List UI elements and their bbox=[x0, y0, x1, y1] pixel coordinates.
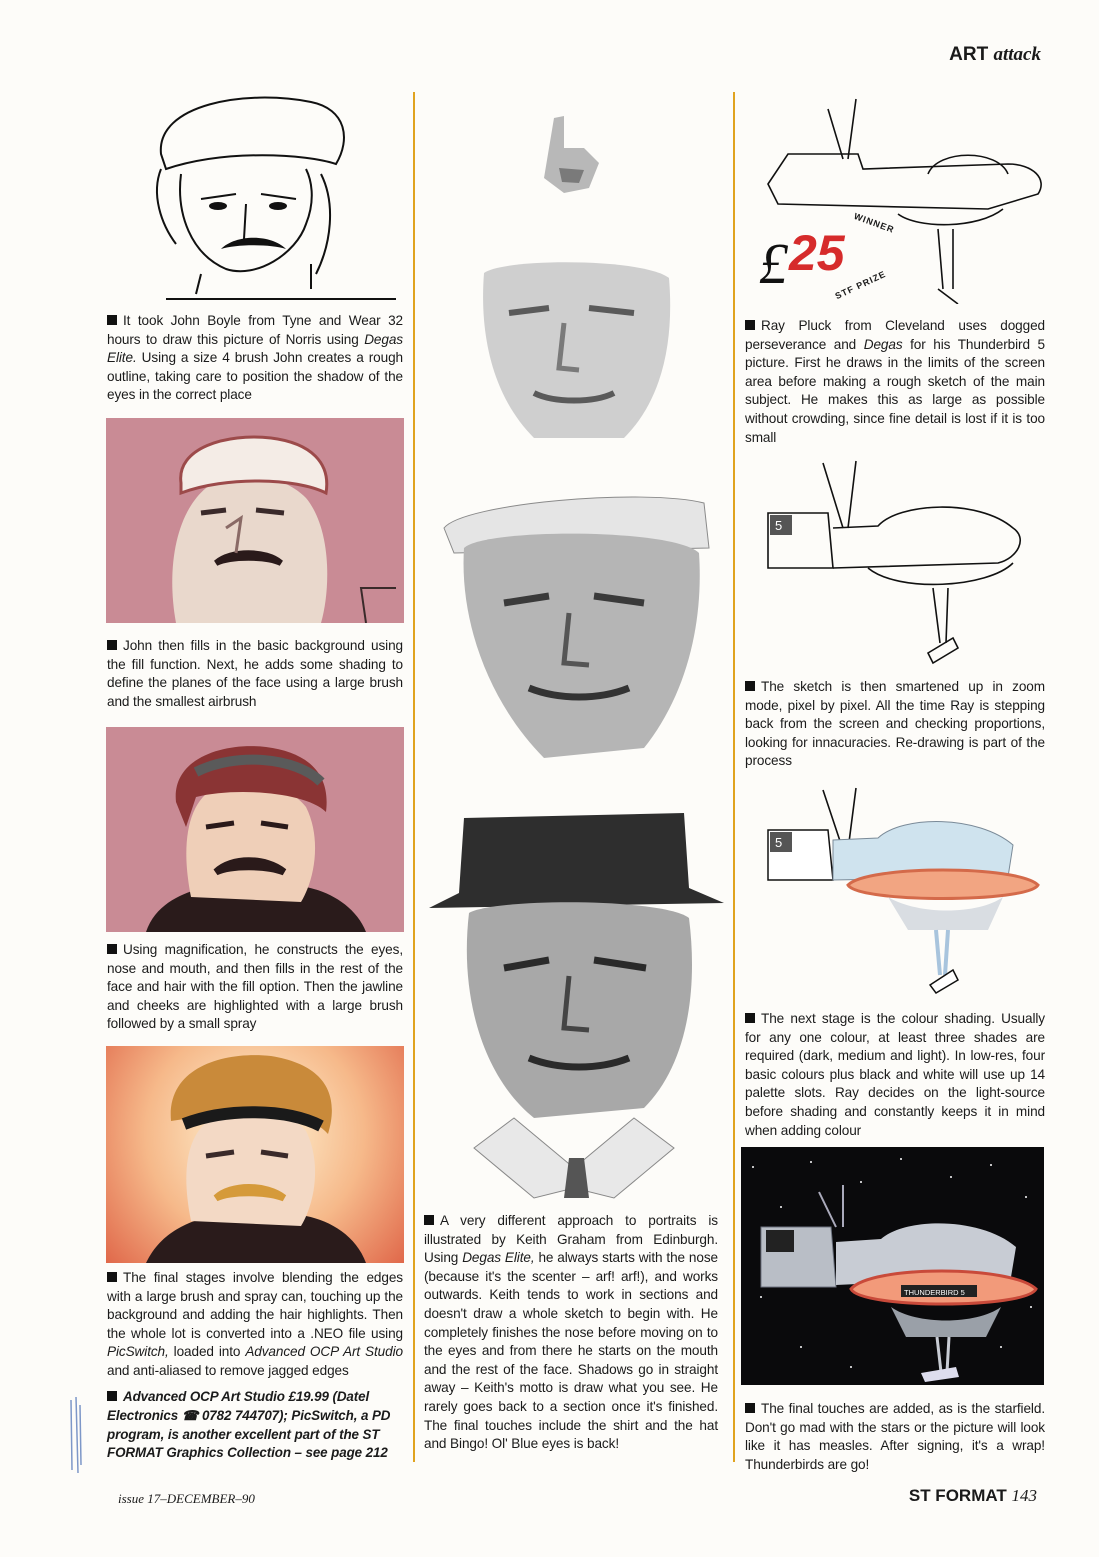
column-divider-right bbox=[733, 92, 735, 1462]
thunderbird-final-image bbox=[741, 1147, 1044, 1385]
bullet-square-icon bbox=[107, 944, 117, 954]
prize-label: STF PRIZE bbox=[833, 268, 888, 302]
magazine-footer bbox=[909, 1486, 1037, 1506]
caption-step-1: It took John Boyle from Tyne and Wear 32 hours to draw this picture of Norris using Degas Elite. Using a size 4 brush John creates a rough outline, taking care to position the shadow of the eyes in the correct place bbox=[107, 313, 403, 403]
bullet-square-icon bbox=[107, 640, 117, 650]
bullet-square-icon bbox=[107, 315, 117, 325]
bullet-square-icon bbox=[424, 1215, 434, 1225]
prize-currency: £ bbox=[759, 231, 788, 296]
norris-magnification-image bbox=[106, 727, 404, 932]
section-subtitle: attack bbox=[993, 44, 1041, 65]
pen-mark-decoration bbox=[66, 1395, 86, 1475]
bullet-square-icon bbox=[107, 1391, 117, 1401]
prize-winner-badge bbox=[757, 212, 907, 304]
bullet-square-icon bbox=[745, 1403, 755, 1413]
thunderbird-sketch-image bbox=[748, 458, 1048, 673]
norris-fill-image bbox=[106, 418, 404, 623]
bullet-square-icon bbox=[107, 1272, 117, 1282]
norris-final-image bbox=[106, 1046, 404, 1263]
ship-number-shading: 5 bbox=[775, 835, 783, 850]
caption-step-4: The final stages involve blending the edges with a large brush and spray can, touching up the background and adding the hair highlights. Then the whole lot is converted into a .NEO file using PicSwitch, loaded into Advanced OCP Art Studio and anti-aliased to remove jagged edges bbox=[107, 1270, 403, 1378]
bullet-square-icon bbox=[745, 681, 755, 691]
issue-footer: issue 17–DECEMBER–90 bbox=[118, 1491, 255, 1506]
caption-zoom-mode: The sketch is then smartened up in zoom mode, pixel by pixel. All the time Ray is stepping back from the screen and checking proportions, looking for innacuracies. Re-drawing is part of the process bbox=[745, 679, 1045, 769]
caption-keith-graham: A very different approach to portraits is illustrated by Keith Graham from Edinburgh. Using Degas Elite, he always starts with the nose (because it's the scenter – arf! arf!), and works outwards. Keith tends to work in sections and doesn't draw a whole sketch to begin with. He completely finishes the nose before moving on to the eyes and from there he starts on the mouth and the rest of the face. Shadows go in straight away – Keith's motto is draw what you see. He rarely goes back to a section once it's finished. The final touches include the shirt and the hat and Bingo! Ol' Blue eyes is back! bbox=[424, 1213, 718, 1452]
sinatra-progression-image bbox=[424, 108, 730, 1208]
phone-icon: ☎ bbox=[181, 1407, 199, 1423]
prize-winner-label: WINNER bbox=[852, 211, 896, 235]
column-divider-left bbox=[413, 92, 415, 1462]
section-title: ART bbox=[949, 44, 989, 65]
page-number: 143 bbox=[1011, 1486, 1037, 1505]
prize-amount: 25 bbox=[789, 225, 845, 281]
bullet-square-icon bbox=[745, 320, 755, 330]
bullet-square-icon bbox=[745, 1013, 755, 1023]
magazine-name: ST FORMAT bbox=[908, 1486, 1007, 1505]
norris-line-art-image bbox=[106, 84, 404, 306]
caption-step-2: John then fills in the basic background using the fill function. Next, he adds some shading to define the planes of the face using a large brush and the smallest airbrush bbox=[107, 638, 403, 709]
caption-final-touches: The final touches are added, as is the starfield. Don't go mad with the stars or the picture will look like it has measles. After signing, it's a wrap! Thunderbirds are go! bbox=[745, 1401, 1045, 1472]
section-header bbox=[949, 44, 1041, 66]
ship-number-sketch: 5 bbox=[775, 518, 783, 533]
caption-ray-pluck: Ray Pluck from Cleveland uses dogged perseverance and Degas for his Thunderbird 5 picture. First he draws in the limits of the screen area before making a rough sketch of the main subject. He makes this as large as possible without crowding, since fine detail is lost if it is too small bbox=[745, 318, 1045, 445]
ship-label: THUNDERBIRD 5 bbox=[904, 1288, 965, 1297]
thunderbird-shading-image bbox=[748, 785, 1048, 1000]
product-note: Advanced OCP Art Studio £19.99 (Datel Electronics ☎ 0782 744707); PicSwitch, a PD program, is another excellent part of the ST FORMAT Graphics Collection – see page 212 bbox=[107, 1389, 391, 1461]
caption-colour-shading: The next stage is the colour shading. Usually for any one colour, at least three shades are required (dark, medium and light). In low-res, four basic colours plus black and white will use up 14 palette slots. Ray decides on the light-source before shading and constantly keeps it in mind when adding colour bbox=[745, 1011, 1045, 1138]
caption-step-3: Using magnification, he constructs the eyes, nose and mouth, and then fills in the rest of the face and hair with the fill option. Then the jawline and cheeks are highlighted with a large brush followed by a small spray bbox=[107, 942, 403, 1032]
